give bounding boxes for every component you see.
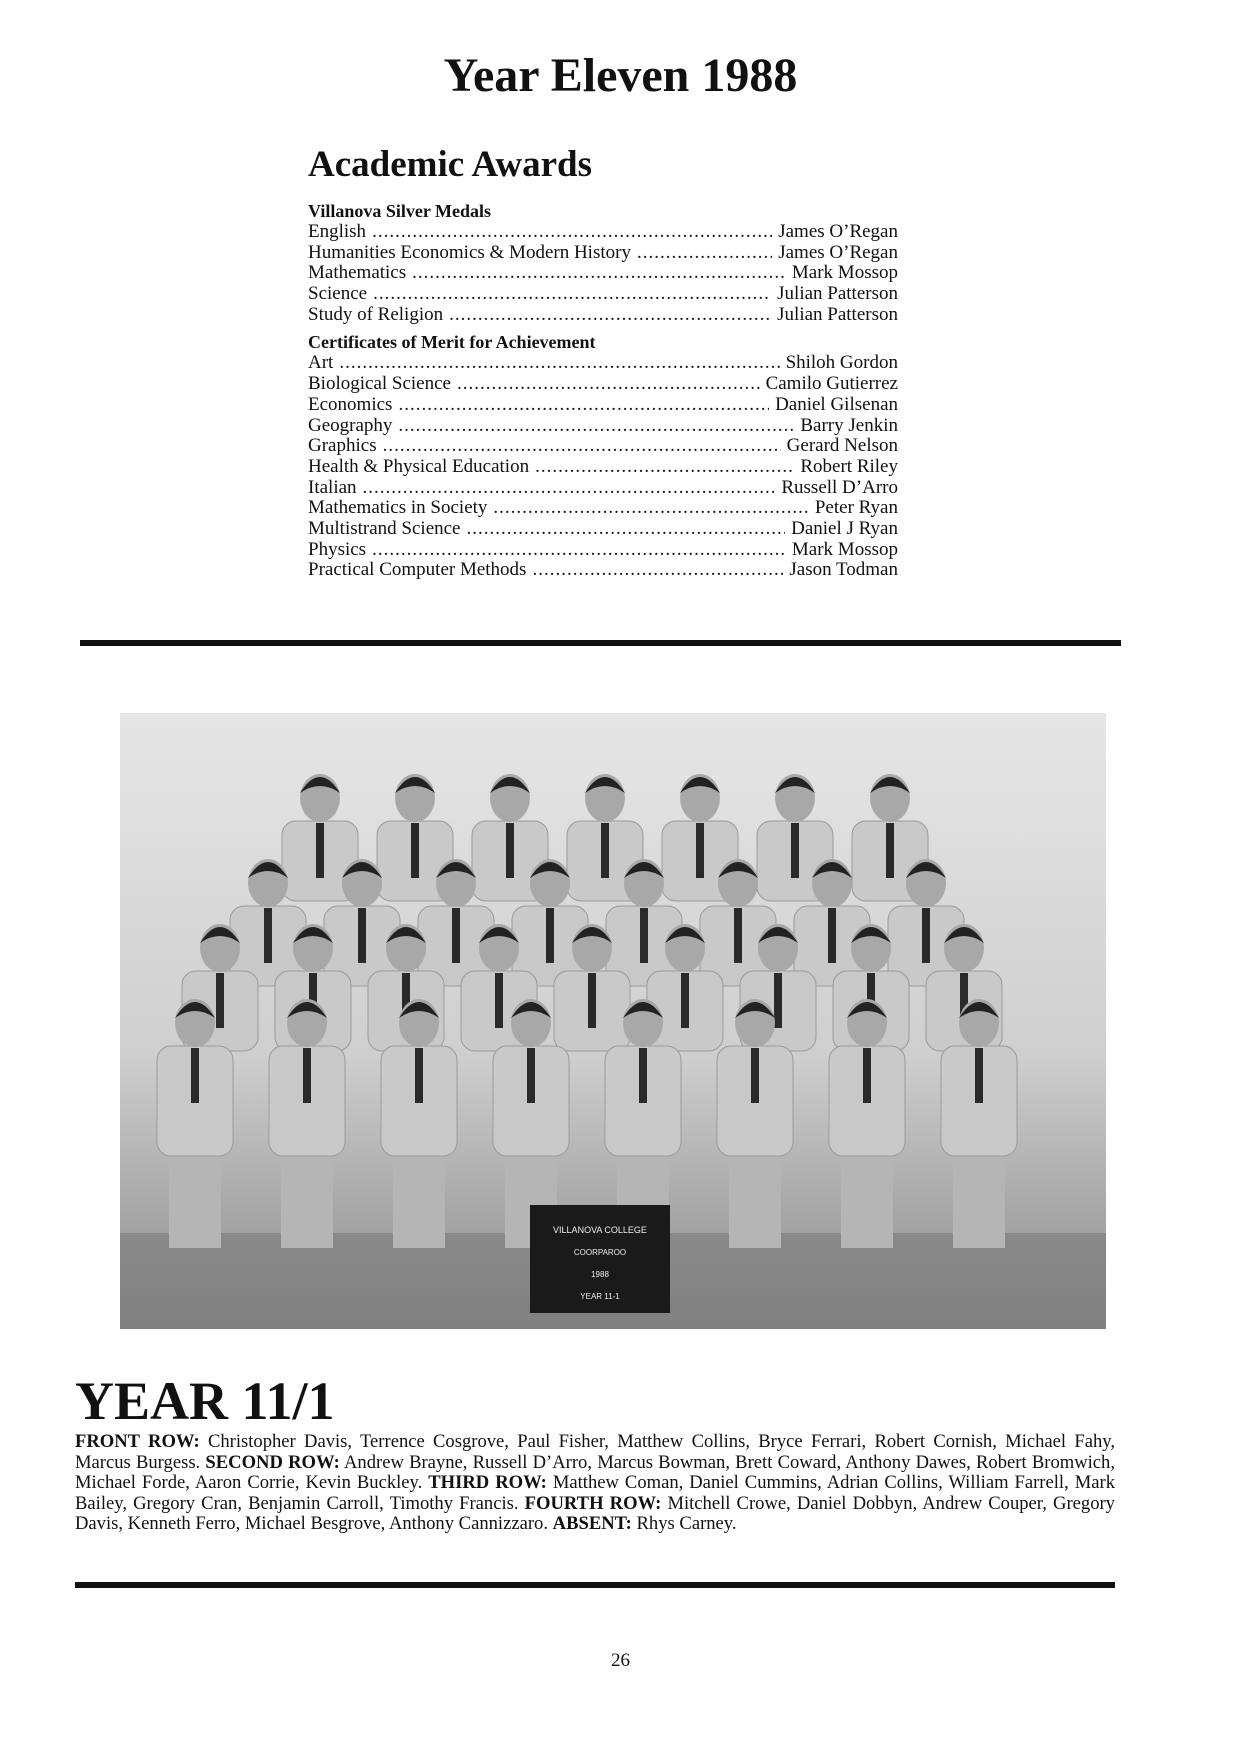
leader-dots bbox=[373, 284, 771, 305]
leader-dots bbox=[372, 540, 786, 561]
certificates-list bbox=[308, 353, 898, 581]
page-number: 26 bbox=[611, 1650, 630, 1671]
top-divider bbox=[80, 640, 1121, 646]
student-tie bbox=[601, 823, 609, 878]
award-winner: Mark Mossop bbox=[791, 539, 898, 560]
row-names: Christopher Davis, Terrence Cosgrove, Paul Fisher, Matthew Collins, Bryce Ferrari, Robert Cornish, Michael Fahy, Marcus Burgess. bbox=[75, 1431, 1115, 1473]
certificates-heading: Certificates of Merit for Achievement bbox=[308, 332, 596, 353]
award-row bbox=[308, 374, 898, 395]
leader-dots bbox=[535, 457, 794, 478]
leader-dots bbox=[457, 374, 760, 395]
award-subject: Mathematics bbox=[308, 263, 407, 284]
student-tie bbox=[316, 823, 324, 878]
award-row bbox=[308, 222, 898, 243]
student-tie bbox=[415, 1048, 423, 1103]
award-row bbox=[308, 498, 898, 519]
row-names: Matthew Coman, Daniel Cummins, Adrian Collins, William Farrell, Mark Bailey, Gregory Cran, Benjamin Carroll, Timothy Francis. bbox=[75, 1472, 1115, 1514]
student-tie bbox=[546, 908, 554, 963]
award-row bbox=[308, 540, 898, 561]
student-tie bbox=[452, 908, 460, 963]
award-subject: Mathematics in Society bbox=[308, 498, 488, 519]
leader-dots bbox=[493, 498, 808, 519]
leader-dots bbox=[383, 436, 781, 457]
award-row bbox=[308, 519, 898, 540]
sign-line-3: 1988 bbox=[591, 1270, 609, 1279]
leader-dots bbox=[398, 416, 794, 437]
leader-dots bbox=[372, 222, 772, 243]
student-tie bbox=[734, 908, 742, 963]
student-tie bbox=[751, 1048, 759, 1103]
sign-line-1: VILLANOVA COLLEGE bbox=[553, 1225, 647, 1235]
student-tie bbox=[495, 973, 503, 1028]
student-tie bbox=[639, 1048, 647, 1103]
student-tie bbox=[774, 973, 782, 1028]
leader-dots bbox=[363, 478, 776, 499]
student-tie bbox=[527, 1048, 535, 1103]
student-tie bbox=[681, 973, 689, 1028]
class-sign bbox=[530, 1205, 670, 1313]
leader-dots bbox=[532, 560, 783, 581]
bottom-divider bbox=[75, 1582, 1115, 1588]
student-tie bbox=[264, 908, 272, 963]
row-names: Rhys Carney. bbox=[636, 1513, 737, 1534]
award-subject: Biological Science bbox=[308, 374, 451, 395]
student-tie bbox=[216, 973, 224, 1028]
student-legs bbox=[841, 1158, 893, 1248]
section-title: Academic Awards bbox=[308, 144, 592, 185]
student-tie bbox=[886, 823, 894, 878]
award-winner: Robert Riley bbox=[800, 456, 898, 477]
student-legs bbox=[281, 1158, 333, 1248]
award-row bbox=[308, 284, 898, 305]
award-winner: Julian Patterson bbox=[777, 284, 898, 305]
leader-dots bbox=[398, 395, 769, 416]
award-subject: Science bbox=[308, 284, 368, 305]
award-subject: Italian bbox=[308, 477, 357, 498]
student-tie bbox=[506, 823, 514, 878]
student-tie bbox=[303, 1048, 311, 1103]
awards-list bbox=[308, 200, 898, 581]
award-winner: Daniel Gilsenan bbox=[775, 394, 898, 415]
award-winner: Mark Mossop bbox=[791, 263, 898, 284]
student-tie bbox=[358, 908, 366, 963]
award-row bbox=[308, 353, 898, 374]
student-legs bbox=[169, 1158, 221, 1248]
award-row bbox=[308, 395, 898, 416]
silver-medals-heading: Villanova Silver Medals bbox=[308, 201, 492, 221]
student-tie bbox=[828, 908, 836, 963]
award-subject: Health & Physical Education bbox=[308, 456, 530, 477]
award-winner: Peter Ryan bbox=[814, 498, 898, 519]
award-winner: Russell D’Arro bbox=[781, 477, 898, 498]
award-subject: English bbox=[308, 222, 367, 242]
sign-line-4: YEAR 11-1 bbox=[580, 1292, 620, 1301]
award-row bbox=[308, 243, 898, 264]
award-row bbox=[308, 560, 898, 581]
student-tie bbox=[975, 1048, 983, 1103]
class-caption bbox=[75, 1432, 1115, 1535]
award-row bbox=[308, 457, 898, 478]
award-subject: Art bbox=[308, 353, 334, 374]
award-winner: Jason Todman bbox=[789, 560, 898, 581]
award-row bbox=[308, 263, 898, 284]
award-subject: Humanities Economics & Modern History bbox=[308, 242, 631, 263]
student-legs bbox=[729, 1158, 781, 1248]
award-subject: Study of Religion bbox=[308, 304, 444, 325]
award-winner: James O’Regan bbox=[778, 222, 898, 242]
student-tie bbox=[922, 908, 930, 963]
row-label: FOURTH ROW: bbox=[524, 1492, 662, 1514]
student-legs bbox=[393, 1158, 445, 1248]
class-photo bbox=[120, 713, 1106, 1329]
leader-dots bbox=[467, 519, 786, 540]
award-subject: Physics bbox=[308, 539, 367, 560]
award-winner: Camilo Gutierrez bbox=[765, 374, 898, 395]
row-label: SECOND ROW: bbox=[205, 1451, 340, 1473]
award-subject: Multistrand Science bbox=[308, 518, 461, 539]
student-legs bbox=[953, 1158, 1005, 1248]
award-row bbox=[308, 478, 898, 499]
row-label: ABSENT: bbox=[552, 1513, 632, 1534]
leader-dots bbox=[449, 305, 771, 326]
award-winner: Gerard Nelson bbox=[786, 436, 898, 457]
award-row bbox=[308, 436, 898, 457]
award-winner: James O’Regan bbox=[778, 242, 898, 263]
student-tie bbox=[191, 1048, 199, 1103]
page-title: Year Eleven 1988 bbox=[443, 49, 798, 102]
award-subject: Economics bbox=[308, 394, 393, 415]
leader-dots bbox=[637, 243, 772, 264]
award-subject: Geography bbox=[308, 415, 393, 436]
leader-dots bbox=[412, 263, 786, 284]
student-tie bbox=[791, 823, 799, 878]
class-photo-drawing bbox=[120, 713, 1106, 1329]
award-row bbox=[308, 305, 898, 326]
award-winner: Shiloh Gordon bbox=[785, 353, 898, 374]
student-tie bbox=[863, 1048, 871, 1103]
award-row bbox=[308, 416, 898, 437]
silver-medals-list bbox=[308, 222, 898, 325]
award-subject: Practical Computer Methods bbox=[308, 560, 527, 581]
row-names: Mitchell Crowe, Daniel Dobbyn, Andrew Couper, Gregory Davis, Kenneth Ferro, Michael Besgrove, Anthony Cannizzaro. bbox=[75, 1492, 1115, 1534]
leader-dots bbox=[339, 353, 779, 374]
award-winner: Julian Patterson bbox=[777, 304, 898, 325]
student-tie bbox=[588, 973, 596, 1028]
award-subject: Graphics bbox=[308, 436, 377, 457]
class-title: YEAR 11/1 bbox=[75, 1371, 335, 1431]
student-tie bbox=[696, 823, 704, 878]
row-label: FRONT ROW: bbox=[75, 1431, 200, 1452]
sign-line-2: COORPAROO bbox=[573, 1248, 627, 1257]
row-label: THIRD ROW: bbox=[428, 1472, 547, 1493]
student-tie bbox=[640, 908, 648, 963]
row-names: Andrew Brayne, Russell D’Arro, Marcus Bowman, Brett Coward, Anthony Dawes, Robert Bromwich, Michael Forde, Aaron Corrie, Kevin Buckley. bbox=[75, 1451, 1116, 1493]
award-winner: Daniel J Ryan bbox=[791, 518, 898, 539]
student-tie bbox=[411, 823, 419, 878]
award-winner: Barry Jenkin bbox=[800, 415, 898, 436]
